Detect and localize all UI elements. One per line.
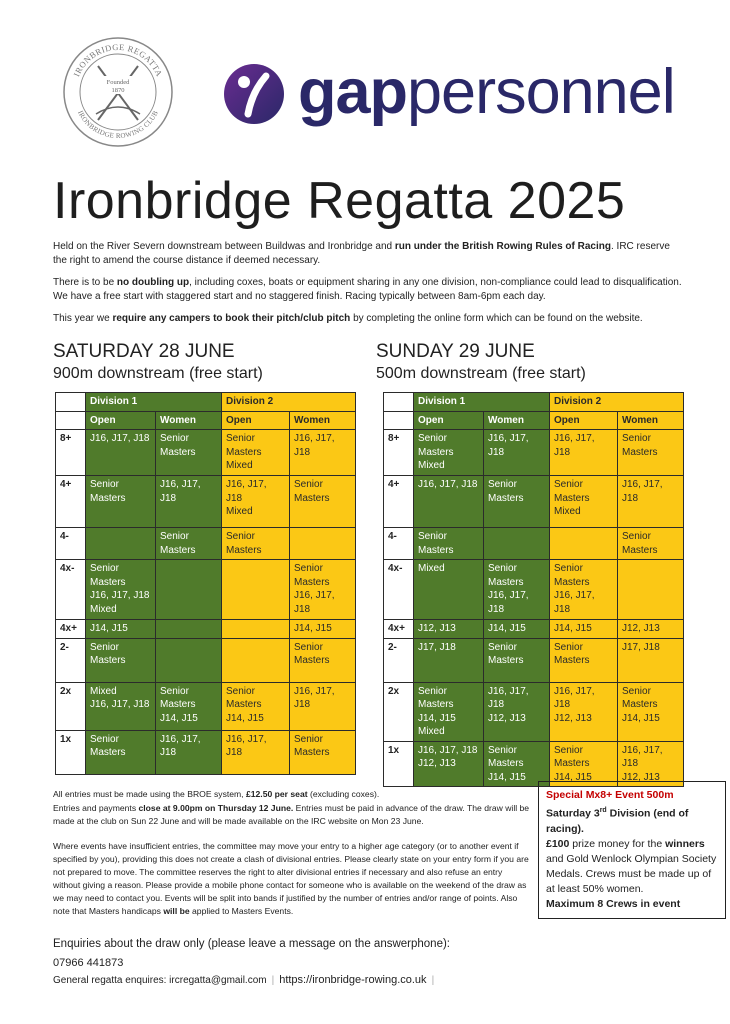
entry-rules-note: Where events have insufficient entries, the committee may move your entry to a higher age category (or to another event if specified by you), providing this does not create a clash of divisional entries. Please clearly state on your entry form if you are not prepared to move. The committee reserves the right to alter divisional entries if necessary and also refuse an entry without giving a reason. Please provide a mobile phone contact for someone who is available on the weekend of the draw as we may need to contact you. Events will be split into bands if justified by the number of entries and/or range of points. Also note that Masters handicaps will be applied to Masters Events. bbox=[53, 841, 529, 916]
entry-cell: J16, J17, J18 bbox=[156, 476, 222, 528]
phone-number: 07966 441873 bbox=[53, 957, 124, 969]
saturday-table-body bbox=[56, 393, 356, 775]
division-header-row bbox=[384, 393, 684, 412]
special-event-prize: £100 prize money for the winners and Gold Wenlock Olympian Society Medals. Crews must be made up of at least 50% women. bbox=[546, 837, 717, 895]
boat-class-cell: 2x bbox=[384, 682, 414, 741]
entry-cell: Senior Masters bbox=[222, 528, 290, 560]
open-header: Open bbox=[222, 411, 290, 430]
corner-cell bbox=[384, 393, 414, 412]
table-row bbox=[384, 682, 684, 741]
entry-cell: Senior Masters bbox=[156, 430, 222, 476]
table-row bbox=[384, 528, 684, 560]
entry-cell: J17, J18 bbox=[414, 638, 484, 682]
boat-class-cell: 1x bbox=[56, 730, 86, 774]
open-header: Open bbox=[414, 411, 484, 430]
women-header: Women bbox=[484, 411, 550, 430]
entry-cell: Senior Masters J16, J17, J18 bbox=[290, 560, 356, 620]
boat-class-cell: 4+ bbox=[384, 476, 414, 528]
sunday-events-table bbox=[383, 392, 684, 787]
boat-class-cell: 4x- bbox=[56, 560, 86, 620]
entry-cell: Senior Masters bbox=[618, 528, 684, 560]
table-row bbox=[56, 682, 356, 730]
entry-deadline-note: Entries and payments close at 9.00pm on Thursday 12 June. Entries must be paid in advance of the draw. The draw will be made at the club on Sun 22 June and will be made available on the IRC website on Mon 23 June. bbox=[53, 803, 530, 826]
entry-cell: Senior Masters bbox=[290, 730, 356, 774]
entry-cell: Senior Masters bbox=[290, 476, 356, 528]
entry-cell: Senior Masters J14, J15 bbox=[484, 741, 550, 787]
table-row bbox=[384, 476, 684, 528]
boat-class-cell: 1x bbox=[384, 741, 414, 787]
saturday-heading: SATURDAY 28 JUNE bbox=[53, 341, 235, 362]
entry-cell: J16, J17, J18 bbox=[484, 430, 550, 476]
table-row bbox=[56, 430, 356, 476]
special-event-box bbox=[538, 781, 726, 919]
website-link[interactable]: https://ironbridge-rowing.co.uk bbox=[279, 974, 427, 986]
entry-cell: J16, J17, J18 bbox=[156, 730, 222, 774]
entry-cell: J16, J17, J18 J12, J13 bbox=[484, 682, 550, 741]
division-2-header: Division 2 bbox=[550, 393, 684, 412]
entry-cell: Senior Masters bbox=[156, 528, 222, 560]
entry-cell: J14, J15 bbox=[484, 620, 550, 639]
boat-class-cell: 2x bbox=[56, 682, 86, 730]
entry-cell: Senior Masters bbox=[86, 638, 156, 682]
table-row bbox=[56, 476, 356, 528]
entry-cell bbox=[86, 528, 156, 560]
club-logo-top-text: IRONBRIDGE REGATTA bbox=[71, 41, 165, 79]
entry-cell: Senior Masters J14, J15 Mixed bbox=[414, 682, 484, 741]
corner-cell bbox=[56, 393, 86, 412]
boat-class-cell: 4- bbox=[56, 528, 86, 560]
entry-cell: J12, J13 bbox=[618, 620, 684, 639]
entry-cell: J16, J17, J18 bbox=[290, 682, 356, 730]
entry-cell: J16, J17, J18 bbox=[86, 430, 156, 476]
sponsor-mark-icon bbox=[222, 62, 286, 126]
table-row bbox=[384, 638, 684, 682]
category-header-row bbox=[56, 411, 356, 430]
table-row bbox=[384, 560, 684, 620]
sunday-heading: SUNDAY 29 JUNE bbox=[376, 341, 535, 362]
sunday-table-body bbox=[384, 393, 684, 787]
entry-cell: J16, J17, J18 bbox=[618, 476, 684, 528]
division-2-header: Division 2 bbox=[222, 393, 356, 412]
saturday-events-table bbox=[55, 392, 356, 775]
boat-class-cell: 4x+ bbox=[56, 620, 86, 639]
club-logo-founded: Founded bbox=[106, 79, 130, 86]
entry-cell: Senior Masters bbox=[86, 476, 156, 528]
entry-cell: Senior Masters Mixed bbox=[414, 430, 484, 476]
entry-cell: J16, J17, J18 Mixed bbox=[222, 476, 290, 528]
table-row bbox=[56, 528, 356, 560]
entry-cell: J14, J15 bbox=[550, 620, 618, 639]
special-event-division: Saturday 3rd Division (end of racing). bbox=[546, 807, 689, 835]
table-row bbox=[56, 730, 356, 774]
division-1-header: Division 1 bbox=[86, 393, 222, 412]
intro-paragraph-doubling: There is to be no doubling up, including coxes, boats or equipment sharing in any one division, non-compliance could lead to disqualification. We have a free start with staggered start and no staggered finish. Racing typically between 8am-6pm each day. bbox=[53, 277, 682, 302]
table-row bbox=[56, 620, 356, 639]
entry-cell: Senior Masters bbox=[550, 638, 618, 682]
division-1-header: Division 1 bbox=[414, 393, 550, 412]
club-logo-bottom-text: IRONBRIDGE ROWING CLUB bbox=[76, 109, 160, 141]
entry-cell bbox=[618, 560, 684, 620]
table-row bbox=[384, 430, 684, 476]
boat-class-cell: 2- bbox=[384, 638, 414, 682]
entry-cell: Senior Masters J16, J17, J18 bbox=[484, 560, 550, 620]
entry-cell: J12, J13 bbox=[414, 620, 484, 639]
table-row bbox=[56, 560, 356, 620]
page-title: Ironbridge Regatta 2025 bbox=[53, 172, 626, 230]
email-contact[interactable]: General regatta enquires: ircregatta@gmail.com bbox=[53, 975, 267, 986]
entry-cell: Senior Masters J14, J15 bbox=[618, 682, 684, 741]
entry-cell: J16, J17, J18 bbox=[414, 476, 484, 528]
table-row bbox=[384, 741, 684, 787]
entry-cell: Senior Masters J14, J15 bbox=[222, 682, 290, 730]
entry-cell: J17, J18 bbox=[618, 638, 684, 682]
special-event-title: Special Mx8+ Event 500m bbox=[546, 789, 674, 801]
boat-class-cell: 4+ bbox=[56, 476, 86, 528]
boat-class-cell: 4x- bbox=[384, 560, 414, 620]
club-logo-year: 1870 bbox=[111, 87, 125, 94]
boat-class-cell: 4x+ bbox=[384, 620, 414, 639]
entry-cell: Senior Masters J14, J15 bbox=[156, 682, 222, 730]
women-header: Women bbox=[618, 411, 684, 430]
club-crest-logo bbox=[62, 36, 174, 148]
open-header: Open bbox=[550, 411, 618, 430]
entry-cell: Mixed J16, J17, J18 bbox=[86, 682, 156, 730]
entry-cell: Senior Masters bbox=[86, 730, 156, 774]
entry-cell: Senior Masters bbox=[484, 476, 550, 528]
women-header: Women bbox=[290, 411, 356, 430]
entry-cell bbox=[222, 560, 290, 620]
enquiries-label: Enquiries about the draw only (please leave a message on the answerphone): bbox=[53, 938, 450, 950]
intro-paragraph-campers: This year we require any campers to book their pitch/club pitch by completing the online form which can be found on the website. bbox=[53, 313, 643, 324]
entry-cell: J14, J15 bbox=[86, 620, 156, 639]
entry-cell: J16, J17, J18 J12, J13 bbox=[550, 682, 618, 741]
entry-cell: Senior Masters J14, J15 bbox=[550, 741, 618, 787]
boat-class-cell: 8+ bbox=[56, 430, 86, 476]
entry-cell bbox=[290, 528, 356, 560]
entry-cell: Senior Masters bbox=[414, 528, 484, 560]
entry-cell: J16, J17, J18 bbox=[550, 430, 618, 476]
entry-cell bbox=[550, 528, 618, 560]
sunday-course: 500m downstream (free start) bbox=[376, 365, 586, 382]
table-row bbox=[384, 620, 684, 639]
entry-cell bbox=[222, 620, 290, 639]
entry-cell: Senior Masters bbox=[618, 430, 684, 476]
entry-cell: Mixed bbox=[414, 560, 484, 620]
entry-cell: Senior Masters Mixed bbox=[550, 476, 618, 528]
boat-class-cell: 2- bbox=[56, 638, 86, 682]
entry-cell: J16, J17, J18 bbox=[222, 730, 290, 774]
contact-links: General regatta enquires: ircregatta@gmail.com | https://ironbridge-rowing.co.uk | bbox=[53, 974, 435, 986]
sponsor-wordmark: gappersonnel bbox=[298, 57, 675, 127]
entry-cell bbox=[156, 560, 222, 620]
intro-paragraph-course: Held on the River Severn downstream between Buildwas and Ironbridge and run under the British Rowing Rules of Racing. IRC reserve the right to amend the course distance if deemed necessary. bbox=[53, 241, 670, 266]
open-header: Open bbox=[86, 411, 156, 430]
entry-cell: Senior Masters bbox=[484, 638, 550, 682]
corner-cell bbox=[384, 411, 414, 430]
category-header-row bbox=[384, 411, 684, 430]
entry-cell: Senior Masters J16, J17, J18 bbox=[550, 560, 618, 620]
boat-class-cell: 8+ bbox=[384, 430, 414, 476]
special-event-max-crews: Maximum 8 Crews in event bbox=[546, 897, 681, 910]
entry-cell bbox=[156, 620, 222, 639]
entry-cell: Senior Masters J16, J17, J18 Mixed bbox=[86, 560, 156, 620]
division-header-row bbox=[56, 393, 356, 412]
entry-cell: J16, J17, J18 bbox=[290, 430, 356, 476]
svg-text:IRONBRIDGE ROWING CLUB bbox=[76, 109, 160, 140]
saturday-course: 900m downstream (free start) bbox=[53, 365, 263, 382]
boat-class-cell: 4- bbox=[384, 528, 414, 560]
entry-cell: J16, J17, J18 J12, J13 bbox=[414, 741, 484, 787]
entry-cell bbox=[156, 638, 222, 682]
corner-cell bbox=[56, 411, 86, 430]
entry-cell bbox=[484, 528, 550, 560]
women-header: Women bbox=[156, 411, 222, 430]
entry-cell: J14, J15 bbox=[290, 620, 356, 639]
entry-fee-note: All entries must be made using the BROE system, £12.50 per seat (excluding coxes). bbox=[53, 789, 380, 799]
entry-cell: Senior Masters bbox=[290, 638, 356, 682]
entry-cell: Senior Masters Mixed bbox=[222, 430, 290, 476]
table-row bbox=[56, 638, 356, 682]
entry-cell: J16, J17, J18 J12, J13 bbox=[618, 741, 684, 787]
entry-cell bbox=[222, 638, 290, 682]
